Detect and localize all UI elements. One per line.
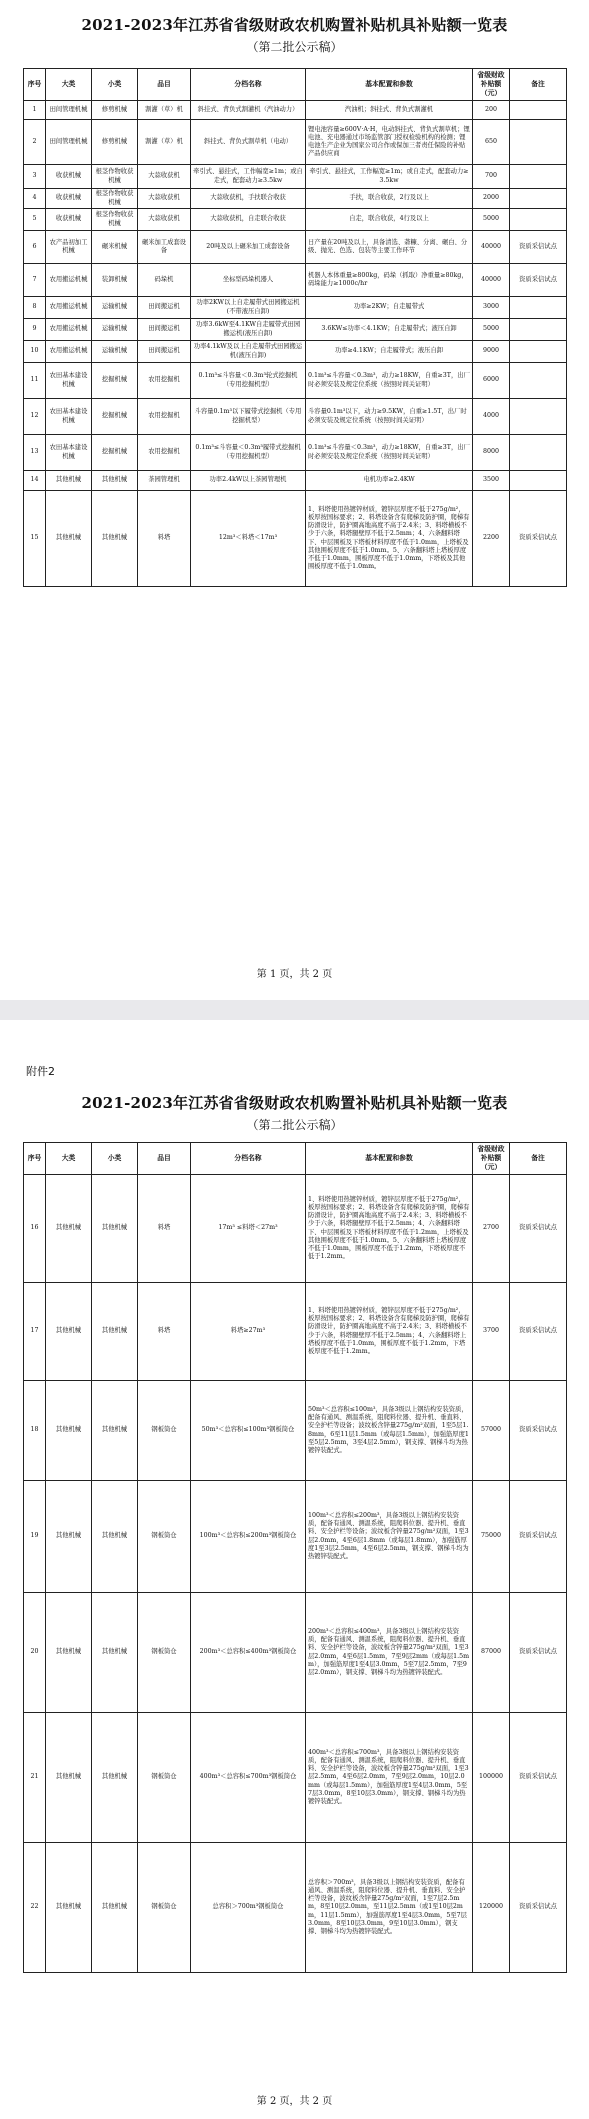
cell-item: 大蒜收获机	[138, 165, 191, 189]
cell-major: 其他机械	[46, 1175, 92, 1283]
table-row	[24, 1283, 567, 1381]
cell-amount: 200	[473, 101, 510, 120]
cell-spec: 自走，联合收获，4行及以上	[306, 209, 473, 231]
cell-no: 22	[24, 1843, 46, 1973]
cell-grade: 20吨及以上碾米加工成套设备	[191, 231, 306, 264]
cell-no: 16	[24, 1175, 46, 1283]
cell-note: 资质采信试点	[510, 1593, 567, 1713]
cell-major: 其他机械	[46, 1381, 92, 1481]
table-row	[24, 399, 567, 435]
table-row	[24, 1843, 567, 1973]
cell-amount: 4000	[473, 399, 510, 435]
cell-amount: 5000	[473, 209, 510, 231]
header-note: 备注	[510, 1143, 567, 1175]
cell-grade: 坐标型码垛机器人	[191, 264, 306, 297]
document-title: 2021-2023年江苏省省级财政农机购置补贴机具补贴额一览表	[81, 16, 508, 34]
cell-no: 1	[24, 101, 46, 120]
cell-amount: 40000	[473, 264, 510, 297]
cell-item: 田间搬运机	[138, 341, 191, 363]
cell-minor: 根茎作物收获机械	[92, 165, 138, 189]
header-minor-category: 小类	[92, 69, 138, 101]
cell-amount: 9000	[473, 341, 510, 363]
cell-amount: 87000	[473, 1593, 510, 1713]
header-spec: 基本配置和参数	[306, 1143, 473, 1175]
cell-note	[510, 120, 567, 165]
cell-spec: 功率≥4.1KW；自走履带式；液压自卸	[306, 341, 473, 363]
cell-minor: 根茎作物收获机械	[92, 209, 138, 231]
cell-grade: 牵引式、悬挂式，工作幅宽≥1m；或自走式，配套动力≥3.5kw	[191, 165, 306, 189]
cell-grade: 17m³ ≤料塔＜27m³	[191, 1175, 306, 1283]
cell-note	[510, 363, 567, 399]
header-amount: 省级财政补贴额（元）	[473, 1143, 510, 1175]
header-minor-category: 小类	[92, 1143, 138, 1175]
cell-spec: 50m³＜总容积≤100m³，具备3级以上钢结构安装资质，配备有通风、测温系统，阻爬料位器、提升机、垂直料、安全护栏等设备；波纹板含锌量275g/m²双面，1至5层1.8mm，6至11层1.5mm（或每层1.5mm），加强筋厚度1至5层2.5mm，3至4层2.5mm），钢支撑、钢梯斗均为热镀锌装配式。	[306, 1381, 473, 1481]
cell-minor: 运输机械	[92, 341, 138, 363]
cell-minor: 运输机械	[92, 297, 138, 319]
table-row	[24, 231, 567, 264]
cell-item: 割灌（草）机	[138, 120, 191, 165]
subsidy-table-page-2	[23, 1142, 567, 1973]
cell-item: 农用挖掘机	[138, 363, 191, 399]
cell-major: 其他机械	[46, 1713, 92, 1843]
cell-no: 6	[24, 231, 46, 264]
cell-amount: 2000	[473, 189, 510, 209]
table-header-row	[24, 69, 567, 101]
cell-note	[510, 189, 567, 209]
cell-major: 农用搬运机械	[46, 341, 92, 363]
cell-note	[510, 209, 567, 231]
cell-note: 资质采信试点	[510, 1381, 567, 1481]
cell-item: 钢板筒仓	[138, 1713, 191, 1843]
header-grade-name: 分档名称	[191, 1143, 306, 1175]
cell-item: 钢板筒仓	[138, 1381, 191, 1481]
cell-note: 资质采信试点	[510, 264, 567, 297]
cell-major: 农用搬运机械	[46, 264, 92, 297]
cell-item: 田间搬运机	[138, 319, 191, 341]
header-no: 序号	[24, 69, 46, 101]
table-row	[24, 435, 567, 471]
cell-note	[510, 101, 567, 120]
table-row	[24, 491, 567, 587]
cell-amount: 6000	[473, 363, 510, 399]
cell-no: 12	[24, 399, 46, 435]
cell-no: 5	[24, 209, 46, 231]
cell-item: 钢板筒仓	[138, 1481, 191, 1593]
header-spec: 基本配置和参数	[306, 69, 473, 101]
cell-minor: 挖掘机械	[92, 363, 138, 399]
cell-spec: 牵引式、悬挂式，工作幅宽≥1m；或自走式，配套动力≥3.5kw	[306, 165, 473, 189]
cell-amount: 2700	[473, 1175, 510, 1283]
cell-major: 其他机械	[46, 1283, 92, 1381]
cell-grade: 功率4.1kW及以上自走履带式田园搬运机(液压自卸)	[191, 341, 306, 363]
cell-item: 割灌（草）机	[138, 101, 191, 120]
table-row	[24, 120, 567, 165]
cell-note: 资质采信试点	[510, 1843, 567, 1973]
cell-spec: 锂电池容量≥600V·A·H，电动斜挂式、背负式割草机；锂电池、充电器通过市场监管部门授权检验机构的检测；锂电池生产企业为国家公司合作或保加三者责任保险的补贴产品供应商	[306, 120, 473, 165]
cell-spec: 手扶，联合收获，2行及以上	[306, 189, 473, 209]
document-subtitle: （第二批公示稿）	[246, 40, 343, 54]
table-row	[24, 1481, 567, 1593]
cell-minor: 根茎作物收获机械	[92, 189, 138, 209]
cell-item: 田间搬运机	[138, 297, 191, 319]
cell-minor: 挖掘机械	[92, 399, 138, 435]
cell-major: 农用搬运机械	[46, 297, 92, 319]
cell-amount: 3700	[473, 1283, 510, 1381]
cell-amount: 650	[473, 120, 510, 165]
cell-amount: 120000	[473, 1843, 510, 1973]
page-separator	[0, 1000, 589, 1020]
table-row	[24, 1713, 567, 1843]
cell-minor: 其他机械	[92, 1843, 138, 1973]
cell-spec: 汽油机；斜挂式、背负式割灌机	[306, 101, 473, 120]
cell-minor: 其他机械	[92, 1713, 138, 1843]
table-row	[24, 1381, 567, 1481]
cell-spec: 400m³＜总容积≤700m³，具备3级以上钢结构安装资质，配备有通风、测温系统，阻爬料位器、提升机、垂直料、安全护栏等设备，波纹板含锌量275g/m²双面，1至3层2.5mm，4至6层2.0mm，7至9层2.0mm，10层2.0mm（或每层1.5mm），加强筋厚度1至4层3.0mm，5至7层3.0mm，8至10层3.0mm），钢支撑、钢梯斗均为热镀锌装配式。	[306, 1713, 473, 1843]
cell-note: 资质采信试点	[510, 1283, 567, 1381]
header-major-category: 大类	[46, 1143, 92, 1175]
cell-spec: 电机功率≥2.4KW	[306, 471, 473, 491]
cell-no: 10	[24, 341, 46, 363]
cell-amount: 2200	[473, 491, 510, 587]
cell-no: 8	[24, 297, 46, 319]
cell-amount: 3500	[473, 471, 510, 491]
header-note: 备注	[510, 69, 567, 101]
cell-note	[510, 165, 567, 189]
cell-item: 码垛机	[138, 264, 191, 297]
header-item: 品目	[138, 69, 191, 101]
cell-major: 农田基本建设机械	[46, 399, 92, 435]
cell-minor: 其他机械	[92, 471, 138, 491]
cell-note	[510, 435, 567, 471]
cell-no: 14	[24, 471, 46, 491]
cell-amount: 40000	[473, 231, 510, 264]
cell-no: 17	[24, 1283, 46, 1381]
cell-amount: 700	[473, 165, 510, 189]
cell-minor: 碾米机械	[92, 231, 138, 264]
cell-major: 其他机械	[46, 1843, 92, 1973]
cell-minor: 修剪机械	[92, 101, 138, 120]
cell-item: 料塔	[138, 1175, 191, 1283]
table-row	[24, 1593, 567, 1713]
cell-minor: 修剪机械	[92, 120, 138, 165]
cell-no: 13	[24, 435, 46, 471]
cell-note: 资质采信试点	[510, 491, 567, 587]
cell-item: 农用挖掘机	[138, 435, 191, 471]
cell-note: 资质采信试点	[510, 1713, 567, 1843]
cell-no: 21	[24, 1713, 46, 1843]
cell-amount: 57000	[473, 1381, 510, 1481]
cell-no: 3	[24, 165, 46, 189]
cell-item: 大蒜收获机	[138, 189, 191, 209]
cell-minor: 挖掘机械	[92, 435, 138, 471]
cell-no: 18	[24, 1381, 46, 1481]
cell-grade: 50m³＜总容积≤100m³钢板筒仓	[191, 1381, 306, 1481]
page-footer-1: 第 1 页，共 2 页	[256, 969, 333, 980]
cell-grade: 大蒜收获机，自走联合收获	[191, 209, 306, 231]
cell-grade: 斜挂式、背负式割灌机（汽油动力）	[191, 101, 306, 120]
cell-major: 收获机械	[46, 165, 92, 189]
cell-major: 农用搬运机械	[46, 319, 92, 341]
document-page-2	[0, 1020, 589, 2119]
cell-item: 农用挖掘机	[138, 399, 191, 435]
cell-major: 其他机械	[46, 1593, 92, 1713]
cell-no: 19	[24, 1481, 46, 1593]
header-item: 品目	[138, 1143, 191, 1175]
cell-item: 茶园管理机	[138, 471, 191, 491]
cell-no: 15	[24, 491, 46, 587]
cell-no: 2	[24, 120, 46, 165]
cell-grade: 400m³＜总容积≤700m³钢板筒仓	[191, 1713, 306, 1843]
cell-minor: 其他机械	[92, 1481, 138, 1593]
cell-spec: 斗容量0.1m³以下，动力≥9.5KW，自重≥1.5T，出厂时必须安装及规定位系统（按照时间关证明）	[306, 399, 473, 435]
cell-note: 资质采信试点	[510, 231, 567, 264]
table-row	[24, 189, 567, 209]
cell-spec: 1、料塔使用热镀锌材质，镀锌层厚度不低于275g/m²，板厚按国标要求；2、料塔设备含有爬梯及防护圈，爬梯有防滑设计，防护圈高地高度不高于2.4米；3、料塔横板不少于六条，料塔腿壁厚不低于2.5mm；4、六条翻料塔上塔板厚度不低于1.0mm，围板厚度不低于1.2mm，下塔板厚度不低于1.2mm。	[306, 1283, 473, 1381]
cell-major: 农田基本建设机械	[46, 363, 92, 399]
cell-spec: 3.6KW≤功率＜4.1KW；自走履带式；液压自卸	[306, 319, 473, 341]
cell-minor: 运输机械	[92, 319, 138, 341]
header-no: 序号	[24, 1143, 46, 1175]
cell-note	[510, 341, 567, 363]
cell-grade: 0.1m³≤斗容量＜0.3m³轮式挖掘机（专用挖掘机型）	[191, 363, 306, 399]
cell-grade: 大蒜收获机，手扶联合收获	[191, 189, 306, 209]
document-subtitle-2: （第二批公示稿）	[246, 1118, 343, 1132]
cell-spec: 100m³＜总容积≤200m³，具备3级以上钢结构安装资质，配备有通风、测温系统，阻爬料位器、提升机、垂直料、安全护栏等设备；波纹板含锌量275g/m²双面，1至3层2.0mm，4至6层1.8mm（或每层1.8mm），加强筋厚度1至3层2.5mm，4至6层2.5mm，钢支撑、钢梯斗均为热镀锌装配式。	[306, 1481, 473, 1593]
cell-major: 农田基本建设机械	[46, 435, 92, 471]
header-grade-name: 分档名称	[191, 69, 306, 101]
cell-amount: 100000	[473, 1713, 510, 1843]
cell-spec: 0.1m³≤斗容量＜0.3m³，动力≥18KW，自重≥3T，出厂时必须安装及规定位系统（按照时间关证明）	[306, 435, 473, 471]
cell-spec: 日产量在20吨及以上，具备清选、砻糠、分离、碾白、分级、抛光、色选、包装等主要工作环节	[306, 231, 473, 264]
table-row	[24, 297, 567, 319]
cell-grade: 200m³＜总容积≤400m³钢板筒仓	[191, 1593, 306, 1713]
cell-no: 20	[24, 1593, 46, 1713]
table-row	[24, 1175, 567, 1283]
cell-spec: 0.1m³≤斗容量＜0.3m³，动力≥18KW，自重≥3T，出厂时必须安装及规定位系统（按照时间关证明）	[306, 363, 473, 399]
cell-item: 大蒜收获机	[138, 209, 191, 231]
cell-minor: 其他机械	[92, 1175, 138, 1283]
cell-item: 钢板筒仓	[138, 1593, 191, 1713]
document-page-1	[0, 0, 589, 1000]
cell-major: 田间管理机械	[46, 120, 92, 165]
table-row	[24, 471, 567, 491]
cell-minor: 装卸机械	[92, 264, 138, 297]
cell-note: 资质采信试点	[510, 1481, 567, 1593]
header-major-category: 大类	[46, 69, 92, 101]
cell-amount: 5000	[473, 319, 510, 341]
cell-grade: 斜挂式、背负式割草机（电动）	[191, 120, 306, 165]
cell-no: 9	[24, 319, 46, 341]
cell-major: 田间管理机械	[46, 101, 92, 120]
cell-grade: 斗容量0.1m³以下履带式挖掘机（专用挖掘机型）	[191, 399, 306, 435]
cell-minor: 其他机械	[92, 1593, 138, 1713]
cell-item: 碾米加工成套设备	[138, 231, 191, 264]
cell-grade: 12m³＜料塔＜17m³	[191, 491, 306, 587]
cell-item: 料塔	[138, 491, 191, 587]
table-header-row	[24, 1143, 567, 1175]
cell-grade: 100m³＜总容积≤200m³钢板筒仓	[191, 1481, 306, 1593]
cell-spec: 1、料塔使用热镀锌材质，镀锌层厚度不低于275g/m²，板厚按国标要求；2、料塔设备含有爬梯及防护圈，爬梯有防滑设计，防护圈高地高度不高于2.4米；3、料塔横板不少于六条，料塔腿壁厚不低于2.5mm；4、六条翻料塔下、中层围板及下塔板材料厚度不低于1.2mm，上塔板及其他围板厚度不低于1.0mm。5、六条翻料塔上塔板厚度不低于1.0mm，围板厚度不低于1.2mm，下塔板厚度不低于1.2mm。	[306, 1175, 473, 1283]
cell-spec: 200m³＜总容积≤400m³，具备3级以上钢结构安装资质，配备有通风、测温系统，阻爬料位器、提升机、垂直料、安全护栏等设备，波纹板含锌量275g/m²双面，1至3层2.0mm，4至6层1.5mm，7至9层2mm（或每层1.5mm），加强筋厚度1至4层3.0mm，5至7层2.5mm，7至9层2.0mm），钢支撑、钢梯斗均为热镀锌装配式。	[306, 1593, 473, 1713]
cell-major: 收获机械	[46, 209, 92, 231]
table-row	[24, 165, 567, 189]
cell-major: 其他机械	[46, 491, 92, 587]
cell-item: 料塔	[138, 1283, 191, 1381]
cell-spec: 功率≥2KW；自走履带式	[306, 297, 473, 319]
page-footer-2: 第 2 页，共 2 页	[256, 2096, 333, 2107]
cell-note	[510, 399, 567, 435]
cell-grade: 0.1m³≤斗容量＜0.3m³履带式挖掘机（专用挖掘机型）	[191, 435, 306, 471]
cell-grade: 功率2.4kW以上茶园管理机	[191, 471, 306, 491]
cell-no: 4	[24, 189, 46, 209]
cell-no: 7	[24, 264, 46, 297]
cell-major: 其他机械	[46, 471, 92, 491]
cell-note	[510, 471, 567, 491]
cell-item: 钢板筒仓	[138, 1843, 191, 1973]
attachment-label: 附件2	[26, 1065, 55, 1078]
cell-grade: 料塔≥27m³	[191, 1283, 306, 1381]
cell-major: 农产品初加工机械	[46, 231, 92, 264]
cell-amount: 75000	[473, 1481, 510, 1593]
document-title-2: 2021-2023年江苏省省级财政农机购置补贴机具补贴额一览表	[81, 1094, 508, 1112]
cell-no: 11	[24, 363, 46, 399]
cell-note	[510, 297, 567, 319]
cell-grade: 功率3.6kW至4.1KW自走履带式田园搬运机(液压自卸)	[191, 319, 306, 341]
cell-grade: 功率2KW以上自走履带式田园搬运机(不带液压自卸)	[191, 297, 306, 319]
cell-amount: 3000	[473, 297, 510, 319]
cell-major: 其他机械	[46, 1481, 92, 1593]
table-row	[24, 264, 567, 297]
cell-minor: 其他机械	[92, 1283, 138, 1381]
cell-minor: 其他机械	[92, 1381, 138, 1481]
table-row	[24, 209, 567, 231]
cell-spec: 机器人本体重量≥800kg，码垛（抓取）净重量≥80kg，码垛能力≥1000c/hr	[306, 264, 473, 297]
table-row	[24, 101, 567, 120]
cell-spec: 1、料塔使用热镀锌材质，镀锌层厚度不低于275g/m²，板厚按国标要求；2、料塔设备含有爬梯及防护圈，爬梯有防滑设计，防护圈高地高度不高于2.4米；3、料塔横板不少于六条，料塔腿壁厚不低于2.5mm；4、六条翻料塔下、中层围板及下塔板材料厚度不低于1.0mm，上塔板及其他围板厚度不低于1.0mm。5、六条翻料塔上塔板厚度不低于1.0mm，围板厚度不低于1.0mm，下塔板及其他围板厚度不低于1.0mm。	[306, 491, 473, 587]
cell-major: 收获机械	[46, 189, 92, 209]
cell-spec: 总容积＞700m³，具备3级以上钢结构安装资质，配备有通风、测温系统，阻爬料位器、提升机、垂直料、安全护栏等设备，波纹板含锌量275g/m²双面，1至7层2.5mm，8至10层2.0mm，至11层2.5mm（或1至10层2mm，11层1.5mm），加强筋厚度1至4层3.0mm，5至7层3.0mm，8至10层3.0mm，9至10层3.0mm），钢支撑、钢梯斗均为热镀锌装配式。	[306, 1843, 473, 1973]
table-row	[24, 319, 567, 341]
subsidy-table-page-1	[23, 68, 567, 587]
header-amount: 省级财政补贴额（元）	[473, 69, 510, 101]
table-row	[24, 341, 567, 363]
cell-grade: 总容积＞700m³钢板筒仓	[191, 1843, 306, 1973]
cell-minor: 其他机械	[92, 491, 138, 587]
cell-amount: 8000	[473, 435, 510, 471]
cell-note: 资质采信试点	[510, 1175, 567, 1283]
cell-note	[510, 319, 567, 341]
table-row	[24, 363, 567, 399]
